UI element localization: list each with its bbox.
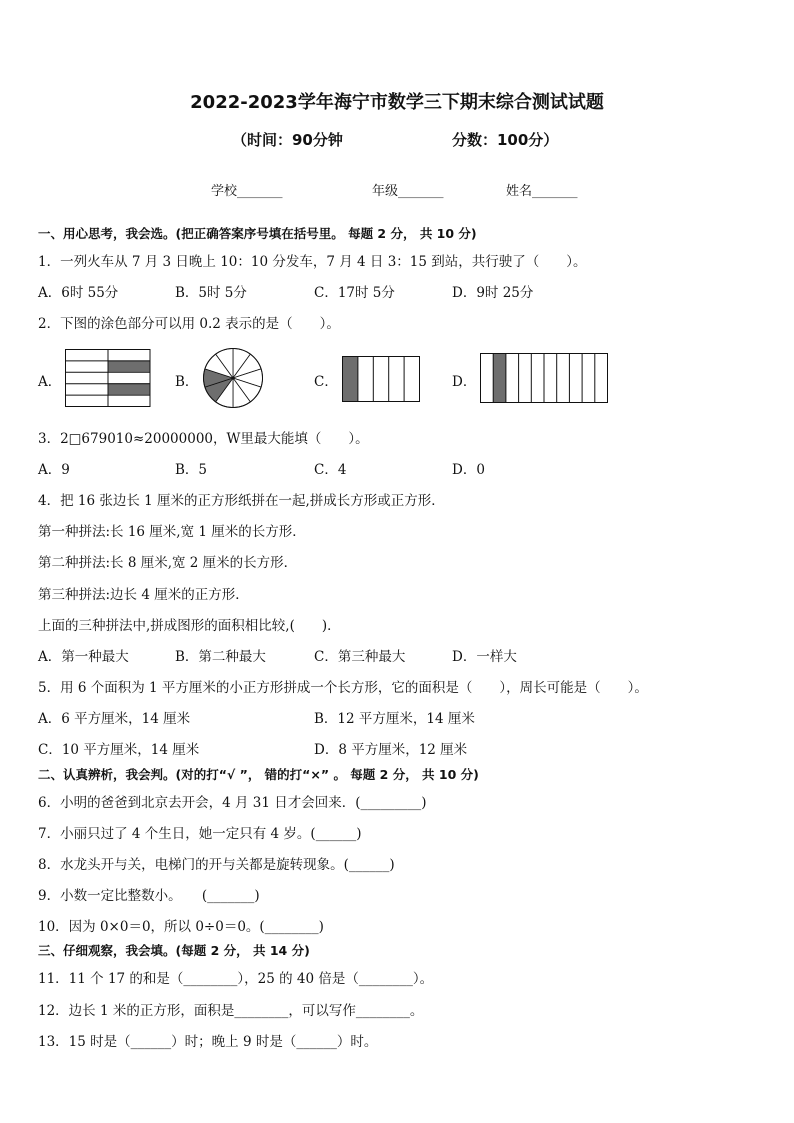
exam-time: （时间：90分钟	[232, 131, 343, 149]
q4-option-b: B．第二种最大	[175, 649, 266, 665]
section-3-heading: 三、仔细观察，我会填。(每题 2 分， 共 14 分)	[38, 943, 310, 958]
question-13: 13．15 时是（______）时；晚上 9 时是（______）时。	[38, 1034, 378, 1050]
school-field: 学校_______	[211, 184, 283, 199]
q2-option-c: C．	[314, 374, 338, 390]
q2-option-b: B．	[175, 374, 199, 390]
q5-option-b: B．12 平方厘米，14 厘米	[314, 711, 475, 727]
question-2: 2．下图的涂色部分可以用 0.2 表示的是（ ）。	[38, 316, 340, 332]
q3-option-b: B．5	[175, 462, 208, 478]
q1-option-b: B．5时 5分	[175, 285, 247, 301]
question-4-line-2: 第二种拼法:长 8 厘米,宽 2 厘米的长方形．	[38, 555, 298, 571]
q3-option-d: D．0	[452, 462, 485, 478]
section-1-heading: 一、用心思考，我会选。(把正确答案序号填在括号里。 每题 2 分， 共 10 分)	[38, 226, 477, 241]
grade-field: 年级_______	[372, 184, 444, 199]
q1-option-d: D．9时 25分	[452, 285, 534, 301]
q2-option-d: D．	[452, 374, 477, 390]
q5-option-d: D．8 平方厘米，12 厘米	[314, 742, 468, 758]
question-5: 5．用 6 个面积为 1 平方厘米的小正方形拼成一个长方形，它的面积是（ ），周长可能是（ ）。	[38, 680, 648, 696]
question-3: 3．2□679010≈20000000，W里最大能填（ ）。	[38, 431, 369, 447]
name-field: 姓名_______	[506, 184, 578, 199]
section-2-heading: 二、认真辨析，我会判。(对的打“√ ”， 错的打“×” 。 每题 2 分， 共 10 分)	[38, 767, 479, 782]
q5-option-c: C．10 平方厘米，14 厘米	[38, 742, 200, 758]
figure-c-strips	[342, 356, 420, 402]
exam-score: 分数：100分）	[452, 131, 559, 149]
q4-option-c: C．第三种最大	[314, 649, 406, 665]
q2-option-a: A．	[38, 374, 62, 390]
figure-d-strips	[480, 353, 608, 403]
question-1: 1．一列火车从 7 月 3 日晚上 10：10 分发车，7 月 4 日 3：15 到站，共行驶了（ ）。	[38, 254, 587, 270]
q3-option-a: A．9	[38, 462, 70, 478]
q5-option-a: A．6 平方厘米，14 厘米	[38, 711, 191, 727]
question-4: 4．把 16 张边长 1 厘米的正方形纸拼在一起,拼成长方形或正方形．	[38, 493, 445, 509]
question-4-line-3: 第三种拼法:边长 4 厘米的正方形．	[38, 587, 249, 603]
figure-a-grid	[65, 349, 151, 407]
figure-d-shaded	[493, 354, 506, 403]
figure-a-shaded-2	[108, 383, 150, 394]
question-4-line-1: 第一种拼法:长 16 厘米,宽 1 厘米的长方形．	[38, 524, 306, 540]
figure-a-shaded-1	[108, 360, 150, 371]
figure-b-circle	[202, 347, 264, 409]
question-6: 6．小明的爸爸到北京去开会，4 月 31 日才会回来．(_________)	[38, 795, 427, 811]
q1-option-c: C．17时 5分	[314, 285, 395, 301]
question-7: 7．小丽只过了 4 个生日，她一定只有 4 岁。(______)	[38, 826, 362, 842]
q3-option-c: C．4	[314, 462, 347, 478]
question-9: 9．小数一定比整数小。 (_______)	[38, 888, 260, 904]
q4-option-a: A．第一种最大	[38, 649, 129, 665]
figure-c-shaded	[343, 357, 358, 402]
page-title: 2022-2023学年海宁市数学三下期末综合测试试题	[190, 92, 604, 113]
question-10: 10．因为 0×0＝0，所以 0÷0＝0。(________)	[38, 919, 324, 935]
question-4-line-4: 上面的三种拼法中,拼成图形的面积相比较,( )．	[38, 618, 341, 634]
question-12: 12．边长 1 米的正方形，面积是________，可以写作________。	[38, 1003, 424, 1019]
q1-option-a: A．6时 55分	[38, 285, 119, 301]
question-8: 8．水龙头开与关，电梯门的开与关都是旋转现象。(______)	[38, 857, 395, 873]
question-11: 11．11 个 17 的和是（________），25 的 40 倍是（________）。	[38, 971, 434, 987]
q4-option-d: D．一样大	[452, 649, 517, 665]
